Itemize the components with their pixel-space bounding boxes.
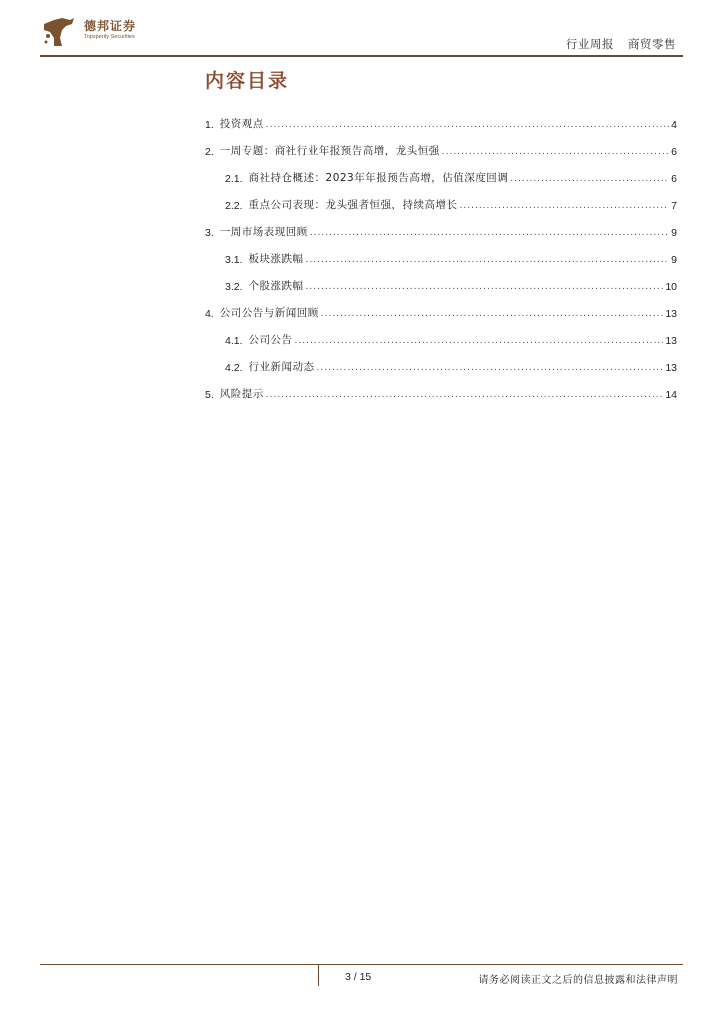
toc-item-page: 6 [671,173,677,185]
toc-leader-dots [442,146,669,158]
toc-leader-dots [510,173,669,185]
toc-leader-dots [310,227,669,239]
company-logo [40,14,180,50]
logo-chinese-name: 德邦证券 [84,19,137,33]
toc-leader-dots [266,119,669,131]
toc-item-text: 重点公司表现：龙头强者恒强，持续高增长 [248,199,458,211]
footer-disclaimer: 请务必阅读正文之后的信息披露和法律声明 [478,975,678,986]
toc-subitem[interactable] [205,185,677,212]
toc-item-page: 13 [665,308,677,320]
toc-subitem[interactable] [205,320,677,347]
toc-item[interactable] [205,374,677,401]
toc-item-number: 3.1. [225,254,243,266]
footer-divider [40,964,683,965]
toc-item-number: 2.2. [225,200,243,212]
toc-item-page: 9 [671,227,677,239]
logo-english-name: Topsperity Securities [84,34,135,40]
logo-mark-icon [40,14,76,50]
toc-subitem[interactable] [205,158,677,185]
toc-item[interactable] [205,104,677,131]
toc-item-number: 1. [205,119,214,131]
toc-item-page: 4 [671,119,677,131]
toc-item-number: 4.2. [225,362,243,374]
toc-item-number: 4. [205,308,214,320]
toc-item-page: 13 [665,335,677,347]
toc-item-text: 公司公告与新闻回顾 [219,307,319,319]
toc-item-page: 7 [671,200,677,212]
toc-subitem[interactable] [205,266,677,293]
toc-item-page: 10 [665,281,677,293]
toc-title: 内容目录 [205,70,290,92]
toc-leader-dots [306,281,664,293]
toc-item-number: 5. [205,389,214,401]
toc-item[interactable] [205,212,677,239]
toc-item-text: 一周市场表现回顾 [219,226,308,238]
toc-leader-dots [306,254,670,266]
toc-item-number: 2.1. [225,173,243,185]
toc-item[interactable] [205,293,677,320]
toc-item-page: 13 [665,362,677,374]
toc-item-text: 风险提示 [219,388,264,400]
toc-item-text: 板块涨跌幅 [248,253,304,265]
industry-label: 商贸零售 [628,37,676,51]
toc-leader-dots [295,335,664,347]
toc-item-text: 个股涨跌幅 [248,280,304,292]
toc-leader-dots [460,200,670,212]
toc-item-text: 商社持仓概述：2023年年报预告高增，估值深度回调 [248,172,509,184]
toc-item-number: 3. [205,227,214,239]
toc-item-page: 14 [665,389,677,401]
toc-subitem[interactable] [205,239,677,266]
toc-item-text: 公司公告 [248,334,293,346]
toc-item-text: 行业新闻动态 [248,361,315,373]
toc-item[interactable] [205,131,677,158]
toc-item-text: 一周专题：商社行业年报预告高增，龙头恒强 [219,145,440,157]
header-divider [40,55,683,57]
table-of-contents [205,104,677,401]
toc-item-number: 3.2. [225,281,243,293]
toc-subitem[interactable] [205,347,677,374]
page-number: 3 / 15 [345,971,372,983]
toc-leader-dots [321,308,664,320]
toc-item-number: 4.1. [225,335,243,347]
toc-leader-dots [266,389,664,401]
footer-separator [318,964,319,986]
toc-leader-dots [317,362,664,374]
report-type-label: 行业周报 [565,37,614,51]
toc-item-text: 投资观点 [219,118,264,130]
toc-item-number: 2. [205,146,214,158]
toc-item-page: 6 [671,146,677,158]
header-labels [566,36,676,52]
toc-item-page: 9 [671,254,677,266]
page-header [0,0,724,60]
